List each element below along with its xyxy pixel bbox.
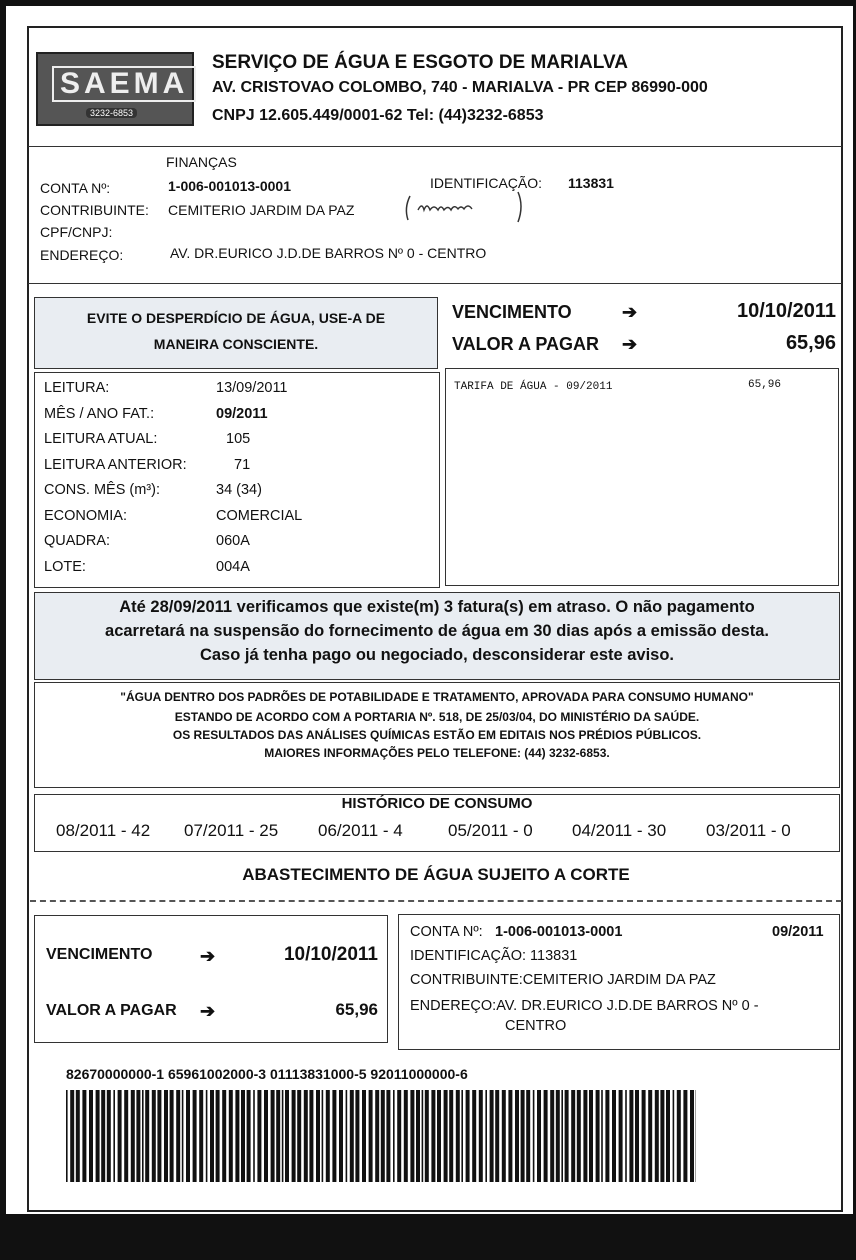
barcode-bar [502, 1090, 506, 1182]
barcode-bar [332, 1090, 336, 1182]
barcode-bar [170, 1090, 174, 1182]
barcode-bar [619, 1090, 623, 1182]
barcode-bar [533, 1090, 535, 1182]
identificacao-label: IDENTIFICAÇÃO: [430, 175, 543, 191]
potability-line2: ESTANDO DE ACORDO COM A PORTARIA Nº. 518, DE 25/03/04, DO MINISTÉRIO DA SAÚDE. [174, 710, 700, 724]
barcode-bar [136, 1090, 140, 1182]
potability-line3: OS RESULTADOS DAS ANÁLISES QUÍMICAS ESTÃO EM EDITAIS NOS PRÉDIOS PÚBLICOS. [172, 728, 702, 742]
barcode-bar [544, 1090, 548, 1182]
valor-label: VALOR A PAGAR [452, 334, 599, 354]
barcode-bar [282, 1090, 284, 1182]
barcode-bar [222, 1090, 226, 1182]
arrow-right-icon: ➔ [200, 1001, 216, 1021]
barcode-bar [526, 1090, 530, 1182]
history-title: HISTÓRICO DE CONSUMO [341, 795, 533, 812]
barcode-bar [571, 1090, 575, 1182]
barcode-bar [673, 1090, 675, 1182]
barcode-bar [677, 1090, 681, 1182]
stub-contribuinte: CONTRIBUINTE:CEMITERIO JARDIM DA PAZ [410, 972, 716, 988]
barcode-bar [425, 1090, 429, 1182]
barcode-bar [107, 1090, 111, 1182]
barcode-bar [362, 1090, 366, 1182]
barcode-bar [176, 1090, 180, 1182]
barcode-bar [210, 1090, 214, 1182]
barcode-bar [466, 1090, 470, 1182]
barcode-bar [393, 1090, 395, 1182]
reading-value: 71 [234, 456, 251, 473]
barcode-bar [292, 1090, 296, 1182]
conservation-line1: EVITE O DESPERDÍCIO DE ÁGUA, USE-A DE [86, 310, 386, 326]
barcode-bar [82, 1090, 86, 1182]
stub-conta-value: 1-006-001013-0001 [495, 924, 623, 940]
arrow-right-icon: ➔ [200, 946, 216, 966]
scan-bottom-edge [0, 1214, 856, 1260]
barcode-bar [431, 1090, 435, 1182]
barcode-bar [350, 1090, 354, 1182]
stub-identificacao: IDENTIFICAÇÃO: 113831 [410, 948, 578, 964]
barcode-bar [309, 1090, 313, 1182]
barcode-bar [410, 1090, 414, 1182]
barcode-bar [241, 1090, 245, 1182]
contribuinte-label: CONTRIBUINTE: [40, 202, 149, 218]
barcode-bar [495, 1090, 499, 1182]
endereco-value: AV. DR.EURICO J.D.DE BARROS Nº 0 - CENTRO [170, 245, 487, 261]
conta-value: 1-006-001013-0001 [168, 178, 291, 194]
barcode-bar [416, 1090, 420, 1182]
barcode-bar [247, 1090, 251, 1182]
company-address: AV. CRISTOVAO COLOMBO, 740 - MARIALVA - PR CEP 86990-000 [212, 79, 708, 96]
reading-value: 060A [216, 533, 250, 549]
stub-vencimento-label: VENCIMENTO [46, 946, 153, 963]
vencimento-label: VENCIMENTO [452, 302, 572, 322]
barcode-bar [660, 1090, 664, 1182]
barcode-number: 82670000000-1 65961002000-3 01113831000-5 92011000000-6 [66, 1066, 468, 1082]
reading-label: LEITURA: [44, 380, 110, 396]
barcode-bar [271, 1090, 275, 1182]
barcode-bar [490, 1090, 494, 1182]
reading-label: QUADRA: [44, 533, 111, 549]
reading-value: 34 (34) [216, 482, 262, 498]
barcode-bar [479, 1090, 483, 1182]
logo-text: SAEMA [52, 66, 196, 102]
barcode-bar [561, 1090, 563, 1182]
barcode-bar [577, 1090, 581, 1182]
history-item: 08/2011 - 42 [56, 821, 151, 840]
barcode-bar [605, 1090, 609, 1182]
scan-top-edge [0, 0, 856, 6]
barcode-bar [404, 1090, 408, 1182]
barcode-bar [96, 1090, 100, 1182]
barcode-bar [131, 1090, 135, 1182]
barcode-bar [164, 1090, 168, 1182]
reading-label: LOTE: [44, 558, 86, 575]
barcode-bar [642, 1090, 646, 1182]
barcode-bar [629, 1090, 633, 1182]
logo-phone: 3232-6853 [86, 108, 137, 118]
barcode-bar [601, 1090, 603, 1182]
barcode-bar [537, 1090, 541, 1182]
reading-label: CONS. MÊS (m³): [44, 482, 160, 498]
reading-value: 09/2011 [216, 405, 268, 422]
barcode-bar [152, 1090, 156, 1182]
barcode-bar [369, 1090, 373, 1182]
barcode-bar [346, 1090, 348, 1182]
barcode-bar [339, 1090, 343, 1182]
reading-label: ECONOMIA: [44, 507, 127, 524]
barcode-bar [485, 1090, 487, 1182]
history-item: 05/2011 - 0 [448, 821, 533, 840]
barcode-bar [199, 1090, 203, 1182]
history-item: 03/2011 - 0 [706, 821, 791, 840]
stub-month: 09/2011 [772, 924, 824, 940]
barcode-bar [556, 1090, 560, 1182]
stub-valor-value: 65,96 [335, 1000, 378, 1019]
history-item: 04/2011 - 30 [572, 821, 667, 840]
barcode-bar [381, 1090, 385, 1182]
barcode-bar [635, 1090, 639, 1182]
barcode-bar [589, 1090, 593, 1182]
contribuinte-value: CEMITERIO JARDIM DA PAZ [168, 202, 355, 218]
barcode-bar [386, 1090, 390, 1182]
barcode-bar [508, 1090, 512, 1182]
reading-label: MÊS / ANO FAT.: [44, 405, 155, 422]
barcode-bar [70, 1090, 74, 1182]
barcode-bar [101, 1090, 105, 1182]
header-divider [28, 146, 842, 147]
handwritten-annotation [400, 188, 530, 226]
reading-value: 13/09/2011 [216, 380, 288, 396]
reading-details [34, 372, 440, 588]
barcode-bar [456, 1090, 460, 1182]
barcode-bar [397, 1090, 401, 1182]
barcode-bar [118, 1090, 122, 1182]
barcode-bar [666, 1090, 670, 1182]
supply-cut-notice: ABASTECIMENTO DE ÁGUA SUJEITO A CORTE [242, 865, 630, 884]
stub-endereco-line2: CENTRO [505, 1018, 567, 1034]
barcode-bar [355, 1090, 359, 1182]
barcode-bar [89, 1090, 93, 1182]
barcode-bar [157, 1090, 161, 1182]
barcode-bar [142, 1090, 144, 1182]
conservation-notice [34, 297, 438, 369]
barcode-bar [297, 1090, 301, 1182]
barcode-bar [690, 1090, 694, 1182]
scan-left-edge [0, 0, 6, 1260]
barcode-bar [444, 1090, 448, 1182]
barcode-bar [285, 1090, 289, 1182]
barcode-bar [375, 1090, 379, 1182]
barcode-bar [583, 1090, 587, 1182]
saema-logo [36, 52, 194, 126]
reading-value: 105 [226, 431, 251, 447]
tariff-box [445, 368, 839, 586]
valor-value: 65,96 [785, 332, 836, 354]
barcode-bar [253, 1090, 255, 1182]
barcode-bar [625, 1090, 627, 1182]
reading-label: LEITURA ATUAL: [44, 431, 158, 447]
stub-payment-box [34, 915, 388, 1043]
history-item: 06/2011 - 4 [318, 821, 403, 840]
identificacao-value: 113831 [568, 175, 614, 191]
barcode-bar [521, 1090, 525, 1182]
reading-value: 004A [216, 558, 250, 575]
cpf-label: CPF/CNPJ: [40, 224, 113, 240]
barcode-bar [422, 1090, 424, 1182]
barcode-bar [472, 1090, 476, 1182]
barcode-bar [304, 1090, 308, 1182]
barcode-bar [216, 1090, 220, 1182]
barcode-bar [655, 1090, 659, 1182]
tear-line [30, 900, 842, 902]
barcode-bar [461, 1090, 463, 1182]
stub-valor-label: VALOR A PAGAR [46, 1002, 177, 1019]
warning-line3: Caso já tenha pago ou negociado, desconsiderar este aviso. [199, 646, 675, 664]
potability-line1: "ÁGUA DENTRO DOS PADRÕES DE POTABILIDADE E TRATAMENTO, APROVADA PARA CONSUMO HUMANO" [120, 690, 754, 704]
barcode-bar [206, 1090, 208, 1182]
barcode-bar [550, 1090, 554, 1182]
reading-label: LEITURA ANTERIOR: [44, 456, 187, 473]
barcode-bar [182, 1090, 184, 1182]
barcode-bar [257, 1090, 261, 1182]
barcode-bar [683, 1090, 687, 1182]
history-item: 07/2011 - 25 [184, 821, 279, 840]
barcode-bar [186, 1090, 190, 1182]
barcode [66, 1090, 696, 1182]
barcode-bar [515, 1090, 519, 1182]
reading-value: COMERCIAL [216, 507, 303, 524]
barcode-bar [326, 1090, 330, 1182]
barcode-bar [229, 1090, 233, 1182]
barcode-bar [193, 1090, 197, 1182]
conservation-line2: MANEIRA CONSCIENTE. [153, 336, 319, 352]
barcode-bar [316, 1090, 320, 1182]
stub-endereco-line1: ENDEREÇO:AV. DR.EURICO J.D.DE BARROS Nº 0 - [410, 998, 759, 1014]
barcode-bar [612, 1090, 616, 1182]
tariff-item: TARIFA DE ÁGUA - 09/2011 [454, 381, 613, 393]
barcode-bar [113, 1090, 115, 1182]
barcode-bar [124, 1090, 128, 1182]
barcode-bar [322, 1090, 324, 1182]
stub-conta-label: CONTA Nº: [410, 924, 483, 940]
barcode-bar [276, 1090, 280, 1182]
company-cnpj: CNPJ 12.605.449/0001-62 Tel: (44)3232-6853 [212, 107, 544, 124]
barcode-bar [145, 1090, 149, 1182]
barcode-bar [449, 1090, 453, 1182]
potability-line4: MAIORES INFORMAÇÕES PELO TELEFONE: (44) 3232-6853. [264, 746, 610, 760]
vencimento-value: 10/10/2011 [737, 300, 836, 322]
barcode-bar [264, 1090, 268, 1182]
endereco-label: ENDEREÇO: [40, 247, 124, 263]
barcode-bar [235, 1090, 239, 1182]
barcode-bar [648, 1090, 652, 1182]
company-name: SERVIÇO DE ÁGUA E ESGOTO DE MARIALVA [212, 52, 628, 73]
warning-line1: Até 28/09/2011 verificamos que existe(m) 3 fatura(s) em atraso. O não pagamento [119, 598, 755, 616]
arrow-right-icon: ➔ [622, 334, 638, 354]
barcode-bar [437, 1090, 441, 1182]
barcode-bar [596, 1090, 600, 1182]
barcode-bar [565, 1090, 569, 1182]
tariff-value: 65,96 [748, 379, 782, 391]
conta-label: CONTA Nº: [40, 180, 111, 196]
barcode-bar [76, 1090, 80, 1182]
account-divider [28, 283, 842, 284]
barcode-bar [66, 1090, 68, 1182]
warning-line2: acarretará na suspensão do fornecimento de água em 30 dias após a emissão desta. [105, 622, 769, 640]
stub-vencimento-value: 10/10/2011 [283, 944, 378, 965]
department: FINANÇAS [166, 154, 237, 170]
arrow-right-icon: ➔ [622, 302, 638, 322]
